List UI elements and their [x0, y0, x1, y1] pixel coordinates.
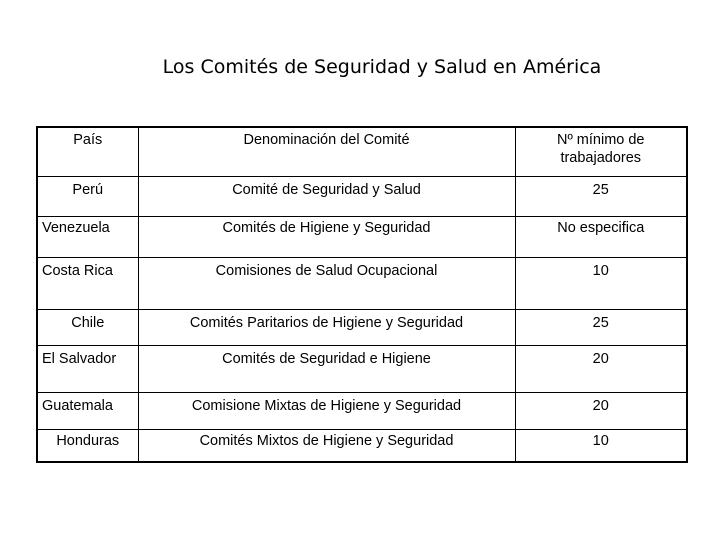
cell-committee-name: Comités de Seguridad e Higiene [138, 346, 515, 393]
cell-committee-name: Comités de Higiene y Seguridad [138, 217, 515, 258]
cell-min-workers: 10 [515, 430, 687, 463]
table-row [37, 217, 687, 258]
cell-country: Costa Rica [37, 258, 138, 310]
cell-country: Guatemala [37, 393, 138, 430]
cell-country: Chile [37, 310, 138, 346]
cell-committee-name: Comisione Mixtas de Higiene y Seguridad [138, 393, 515, 430]
cell-min-workers: 20 [515, 393, 687, 430]
cell-country: Perú [37, 177, 138, 217]
table-row [37, 346, 687, 393]
header-committee-name: Denominación del Comité [138, 127, 515, 177]
header-country: País [37, 127, 138, 177]
table-row [37, 310, 687, 346]
cell-country: Venezuela [37, 217, 138, 258]
cell-country: El Salvador [37, 346, 138, 393]
page-title: Los Comités de Seguridad y Salud en América [162, 56, 602, 78]
table-row [37, 177, 687, 217]
table-row [37, 258, 687, 310]
table-row [37, 393, 687, 430]
table-row [37, 430, 687, 463]
header-min-workers: Nº mínimo de trabajadores [515, 127, 687, 177]
cell-min-workers: No especifica [515, 217, 687, 258]
cell-min-workers: 20 [515, 346, 687, 393]
table-header-row [37, 127, 687, 177]
cell-min-workers: 10 [515, 258, 687, 310]
cell-min-workers: 25 [515, 310, 687, 346]
cell-committee-name: Comités Paritarios de Higiene y Seguridad [138, 310, 515, 346]
cell-country: Honduras [37, 430, 138, 463]
cell-committee-name: Comités Mixtos de Higiene y Seguridad [138, 430, 515, 463]
cell-committee-name: Comisiones de Salud Ocupacional [138, 258, 515, 310]
cell-committee-name: Comité de Seguridad y Salud [138, 177, 515, 217]
committees-table [36, 126, 688, 463]
cell-min-workers: 25 [515, 177, 687, 217]
